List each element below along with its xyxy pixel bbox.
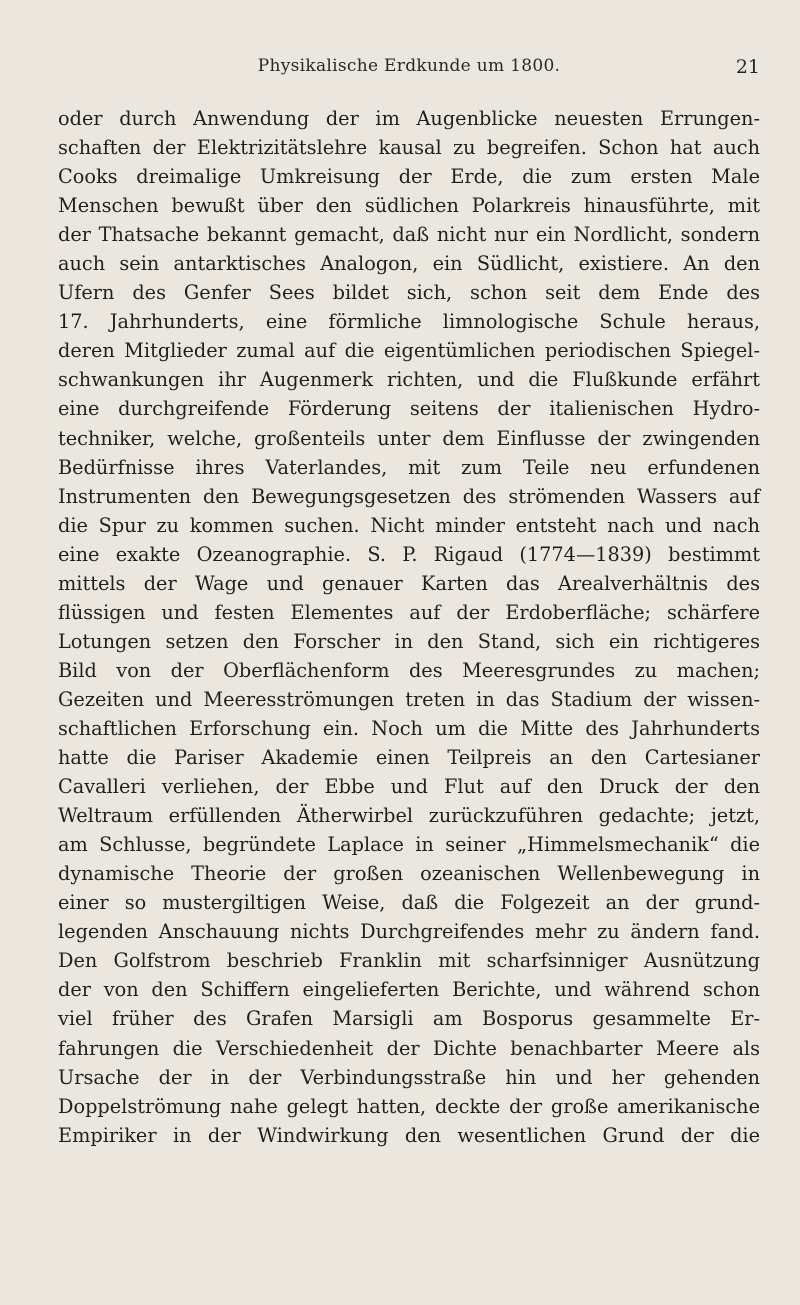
running-title: Physikalische Erdkunde um 1800. bbox=[257, 56, 561, 76]
text-line: schaftlichen Erforschung ein. Noch um die Mitte des Jahrhunderts bbox=[58, 716, 760, 740]
text-line: viel früher des Grafen Marsigli am Bosporus gesammelte Er- bbox=[58, 1007, 760, 1031]
text-line: eine durchgreifende Förderung seitens der italienischen Hydro- bbox=[58, 397, 760, 421]
text-line: legenden Anschauung nichts Durchgreifendes mehr zu ändern fand. bbox=[58, 920, 760, 944]
text-line: auch sein antarktisches Analogon, ein Südlicht, existiere. An den bbox=[58, 252, 760, 276]
page-number: 21 bbox=[735, 56, 760, 78]
text-line: die Spur zu kommen suchen. Nicht minder entsteht nach und nach bbox=[58, 513, 760, 537]
text-line: Doppelströmung nahe gelegt hatten, deckte der große amerikanische bbox=[58, 1094, 760, 1118]
text-line: Bedürfnisse ihres Vaterlandes, mit zum Teile neu erfundenen bbox=[58, 455, 760, 479]
text-line: Bild von der Oberflächenform des Meeresgrundes zu machen; bbox=[58, 658, 760, 682]
text-line: oder durch Anwendung der im Augenblicke neuesten Errungen- bbox=[58, 107, 760, 130]
body-paragraph bbox=[58, 104, 760, 1150]
text-line: am Schlusse, begründete Laplace in seiner „Himmelsmechanik“ die bbox=[58, 833, 760, 857]
text-line: Weltraum erfüllenden Ätherwirbel zurückzuführen gedachte; jetzt, bbox=[58, 804, 760, 828]
text-line: hatte die Pariser Akademie einen Teilpreis an den Cartesianer bbox=[58, 746, 760, 770]
text-line: techniker, welche, großenteils unter dem Einflusse der zwingenden bbox=[58, 426, 760, 450]
text-line: flüssigen und festen Elementes auf der Erdoberfläche; schärfere bbox=[58, 600, 760, 624]
text-line: eine exakte Ozeanographie. S. P. Rigaud (1774—1839) bestimmt bbox=[58, 542, 760, 566]
text-line: Cavalleri verliehen, der Ebbe und Flut auf den Druck der den bbox=[58, 775, 760, 799]
text-line: Ursache der in der Verbindungsstraße hin und her gehenden bbox=[58, 1065, 760, 1089]
text-line: Gezeiten und Meeresströmungen treten in das Stadium der wissen- bbox=[58, 687, 760, 711]
text-line: Empiriker in der Windwirkung den wesentlichen Grund der die bbox=[58, 1123, 760, 1147]
text-line: Ufern des Genfer Sees bildet sich, schon seit dem Ende des bbox=[58, 281, 760, 305]
text-line: dynamische Theorie der großen ozeanischen Wellenbewegung in bbox=[58, 862, 760, 886]
text-line: Den Golfstrom beschrieb Franklin mit scharfsinniger Ausnützung bbox=[58, 949, 760, 973]
text-line: schwankungen ihr Augenmerk richten, und die Flußkunde erfährt bbox=[58, 368, 760, 392]
text-line: 17. Jahrhunderts, eine förmliche limnologische Schule heraus, bbox=[58, 310, 760, 334]
text-line: mittels der Wage und genauer Karten das Arealverhältnis des bbox=[58, 571, 760, 595]
text-line: der von den Schiffern eingelieferten Berichte, und während schon bbox=[58, 978, 760, 1002]
page-header bbox=[58, 56, 760, 86]
text-line: fahrungen die Verschiedenheit der Dichte benachbarter Meere als bbox=[58, 1036, 760, 1060]
text-line: der Thatsache bekannt gemacht, daß nicht nur ein Nordlicht, sondern bbox=[58, 223, 760, 247]
text-line: schaften der Elektrizitätslehre kausal zu begreifen. Schon hat auch bbox=[58, 136, 760, 160]
text-line: Lotungen setzen den Forscher in den Stand, sich ein richtigeres bbox=[58, 629, 760, 653]
text-line: einer so mustergiltigen Weise, daß die Folgezeit an der grund- bbox=[58, 891, 760, 915]
text-line: Cooks dreimalige Umkreisung der Erde, die zum ersten Male bbox=[58, 165, 760, 189]
text-line: Menschen bewußt über den südlichen Polarkreis hinausführte, mit bbox=[58, 194, 760, 218]
text-line: deren Mitglieder zumal auf die eigentümlichen periodischen Spiegel- bbox=[58, 339, 760, 363]
text-line: Instrumenten den Bewegungsgesetzen des strömenden Wassers auf bbox=[58, 484, 760, 508]
